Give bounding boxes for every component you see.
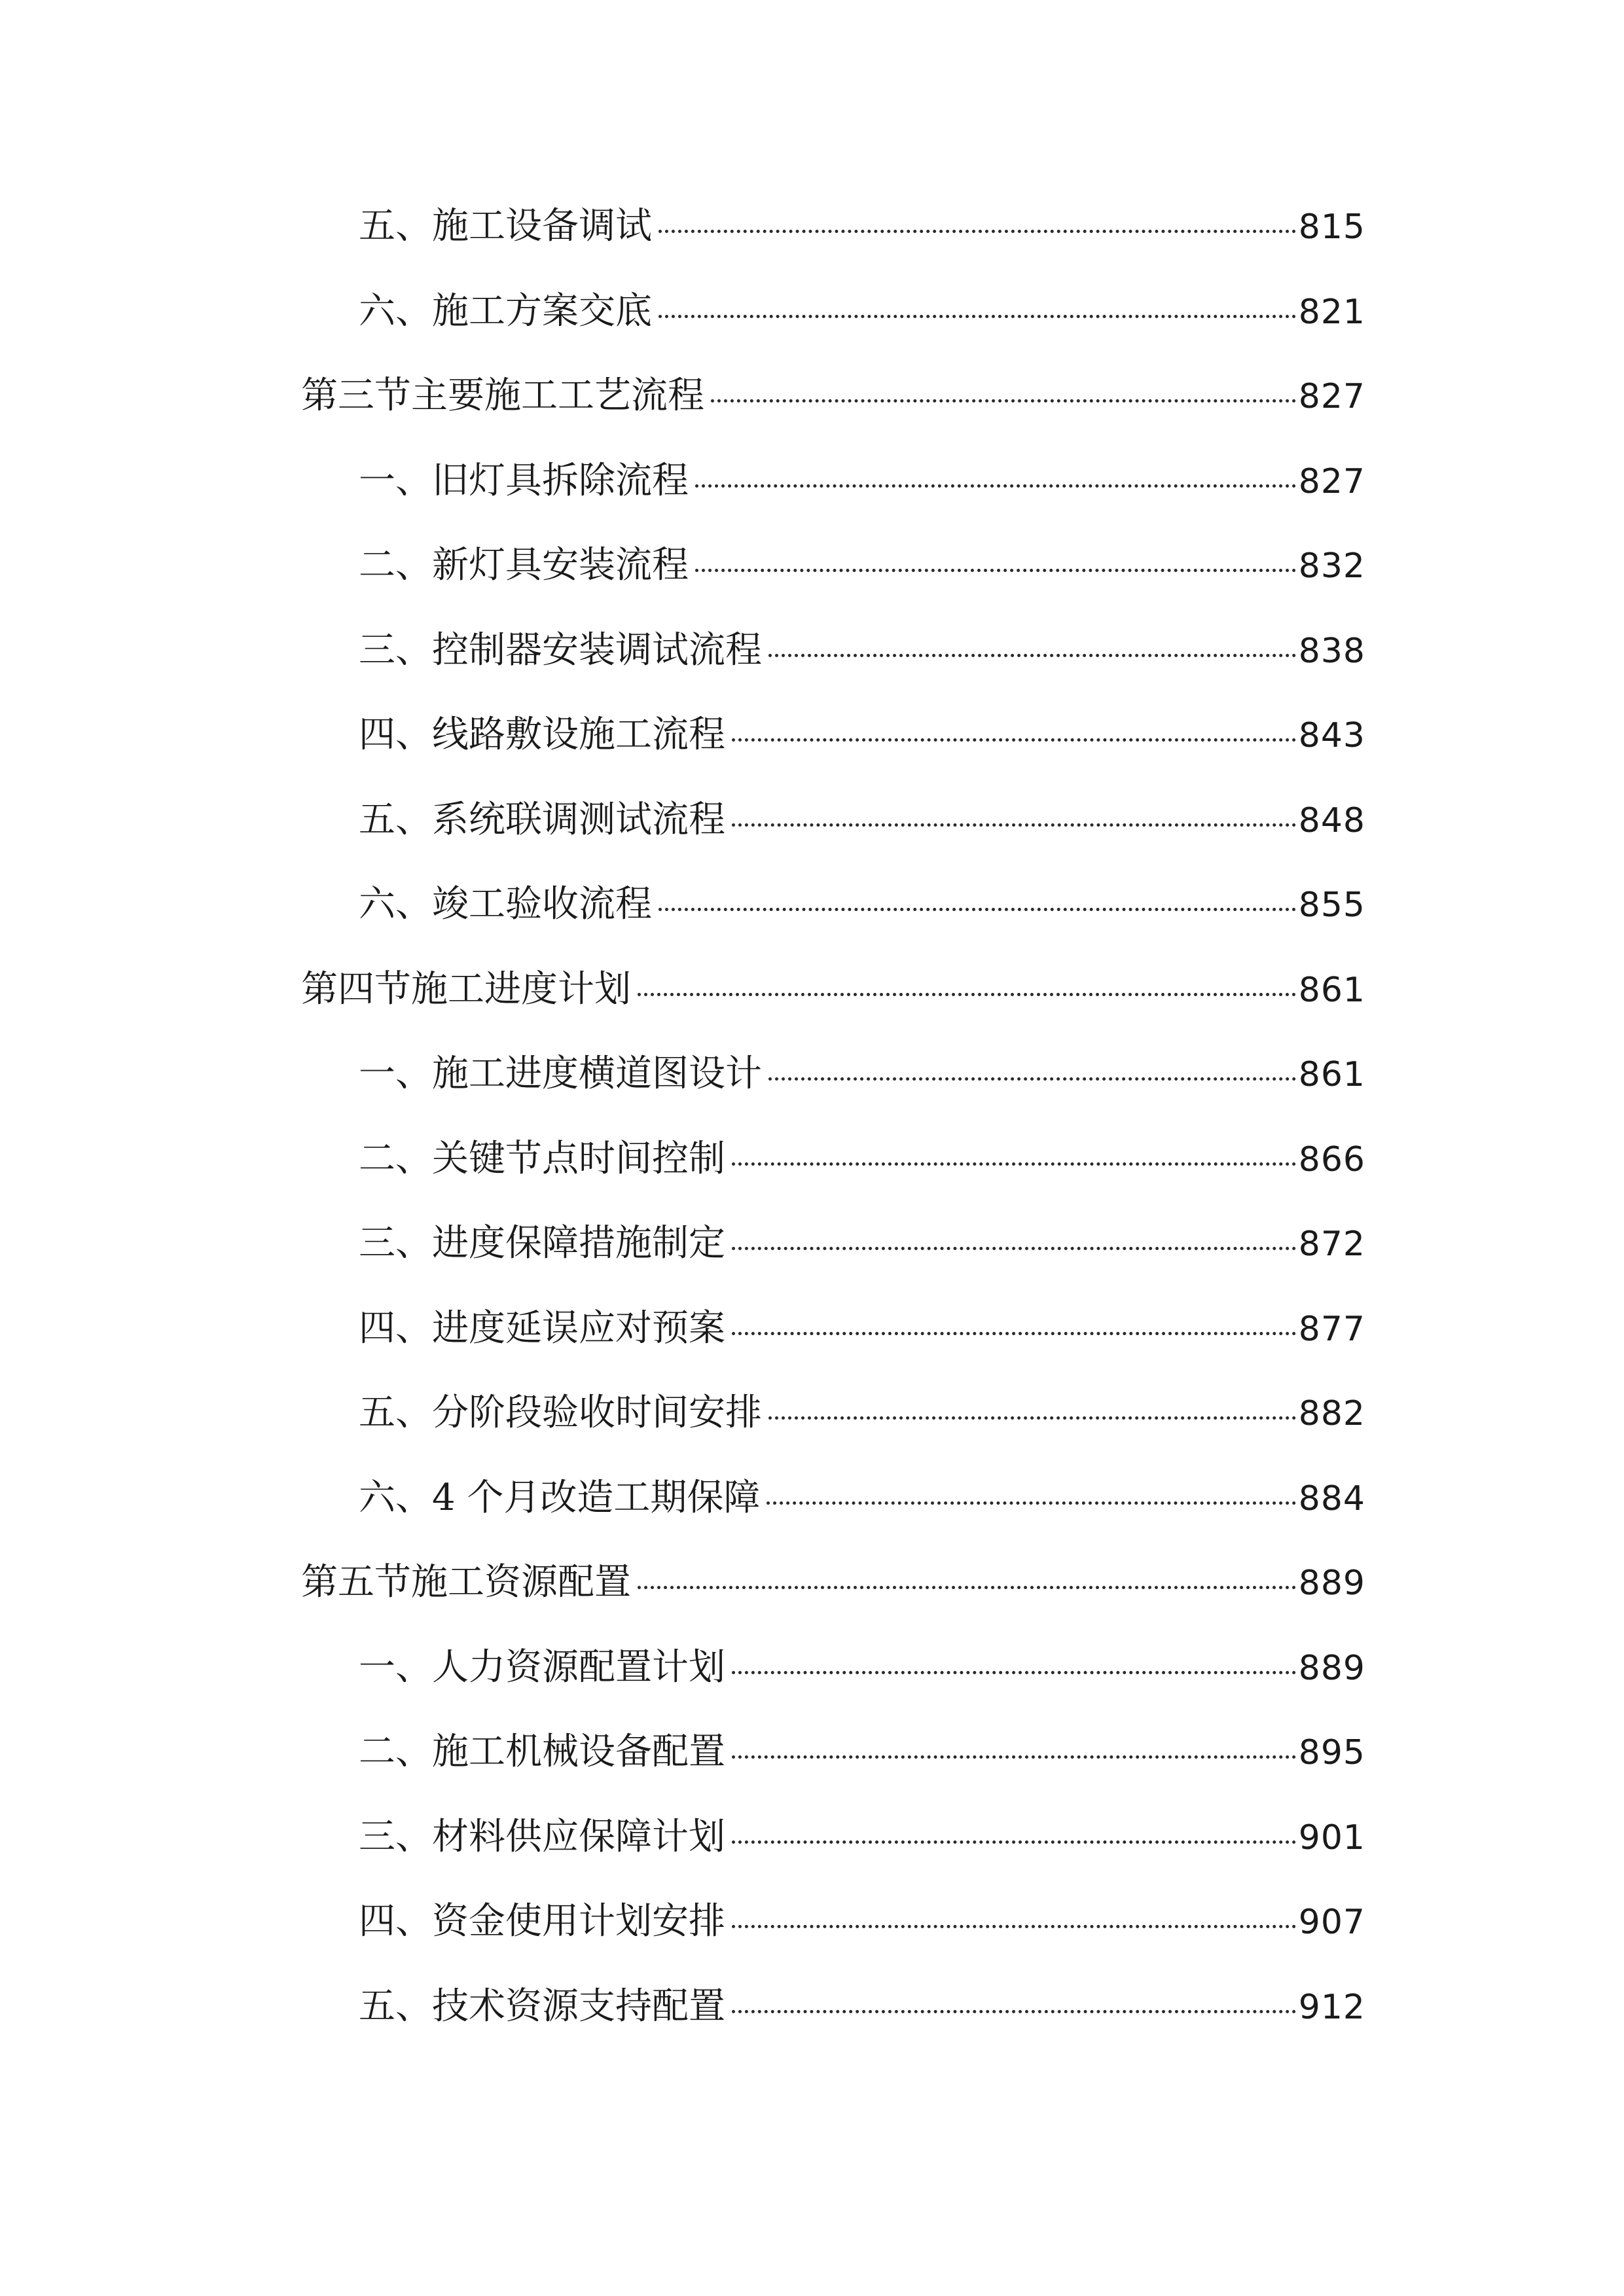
toc-entry-title: 五、施工设备调试 xyxy=(359,205,652,247)
toc-page-number: 866 xyxy=(1298,1139,1365,1179)
toc-entry[interactable] xyxy=(301,1984,1365,2073)
dot-leader xyxy=(732,1162,1296,1166)
toc-entry-title: 三、进度保障措施制定 xyxy=(359,1222,725,1265)
toc-entry-title: 三、材料供应保障计划 xyxy=(359,1815,725,1858)
toc-entry[interactable] xyxy=(301,883,1365,971)
toc-page-number: 861 xyxy=(1298,1055,1365,1094)
toc-page-number: 895 xyxy=(1298,1733,1365,1772)
toc-entry[interactable] xyxy=(301,544,1365,632)
dot-leader xyxy=(695,569,1296,572)
toc-page-number: 889 xyxy=(1298,1564,1365,1603)
toc-entry-title: 三、控制器安装调试流程 xyxy=(359,628,762,672)
toc-entry[interactable] xyxy=(301,628,1365,717)
dot-leader xyxy=(659,315,1296,318)
toc-entry[interactable] xyxy=(301,1731,1365,1819)
dot-leader xyxy=(659,230,1296,233)
toc-page-number: 872 xyxy=(1298,1225,1365,1264)
toc-page-number: 848 xyxy=(1298,800,1365,840)
toc-entry-title: 五、分阶段验收时间安排 xyxy=(359,1391,762,1434)
toc-entry-title: 六、施工方案交底 xyxy=(359,289,652,332)
dot-leader xyxy=(638,1586,1296,1589)
toc-entry[interactable] xyxy=(301,459,1365,548)
dot-leader xyxy=(768,1077,1296,1081)
toc-entry[interactable] xyxy=(301,1645,1365,1734)
toc-entry[interactable] xyxy=(301,1476,1365,1565)
toc-section-title: 第五节施工资源配置 xyxy=(301,1561,631,1604)
toc-page-number: 912 xyxy=(1298,1987,1365,2027)
toc-page-number: 815 xyxy=(1298,207,1365,247)
dot-leader xyxy=(768,654,1296,657)
toc-entry-title: 二、新灯具安装流程 xyxy=(359,544,689,586)
dot-leader xyxy=(638,993,1296,996)
toc-entry[interactable] xyxy=(301,1391,1365,1480)
toc-page-number: 884 xyxy=(1298,1479,1365,1518)
dot-leader xyxy=(732,1332,1296,1335)
toc-entry-title: 四、进度延误应对预案 xyxy=(359,1306,725,1350)
toc-page-number: 827 xyxy=(1298,461,1365,501)
toc-entry[interactable] xyxy=(301,289,1365,378)
toc-page-number: 901 xyxy=(1298,1818,1365,1857)
toc-entry[interactable] xyxy=(301,1900,1365,1988)
dot-leader xyxy=(711,399,1296,403)
toc-entry-title: 一、旧灯具拆除流程 xyxy=(359,459,689,502)
dot-leader xyxy=(767,1501,1295,1505)
toc-section-entry[interactable] xyxy=(301,967,1365,1056)
table-of-contents xyxy=(301,205,1365,2073)
toc-page-number: 882 xyxy=(1298,1394,1365,1433)
toc-entry-title: 二、关键节点时间控制 xyxy=(359,1137,725,1180)
dot-leader xyxy=(732,823,1296,827)
dot-leader xyxy=(732,738,1296,742)
toc-page-number: 827 xyxy=(1298,377,1365,416)
dot-leader xyxy=(732,2010,1296,2013)
toc-entry-title: 一、施工进度横道图设计 xyxy=(359,1052,762,1095)
toc-entry-title: 二、施工机械设备配置 xyxy=(359,1731,725,1773)
dot-leader xyxy=(695,484,1296,488)
toc-entry-title: 六、竣工验收流程 xyxy=(359,883,652,925)
toc-page-number: 843 xyxy=(1298,716,1365,755)
toc-page-number: 889 xyxy=(1298,1648,1365,1688)
toc-section-title: 第三节主要施工工艺流程 xyxy=(301,374,704,417)
toc-page-number: 821 xyxy=(1298,292,1365,332)
toc-entry-title: 四、线路敷设施工流程 xyxy=(359,713,725,756)
toc-entry-title: 五、系统联调测试流程 xyxy=(359,798,725,841)
toc-entry-title: 一、人力资源配置计划 xyxy=(359,1645,725,1689)
toc-page-number: 861 xyxy=(1298,970,1365,1010)
toc-page-number: 877 xyxy=(1298,1309,1365,1349)
toc-entry[interactable] xyxy=(301,798,1365,887)
toc-entry-title: 五、技术资源支持配置 xyxy=(359,1984,725,2028)
toc-entry[interactable] xyxy=(301,713,1365,802)
toc-entry[interactable] xyxy=(301,1052,1365,1141)
toc-page-number: 832 xyxy=(1298,547,1365,586)
toc-entry[interactable] xyxy=(301,1306,1365,1395)
toc-section-entry[interactable] xyxy=(301,374,1365,463)
toc-page-number: 907 xyxy=(1298,1903,1365,1942)
dot-leader xyxy=(732,1755,1296,1759)
dot-leader xyxy=(768,1416,1296,1420)
toc-section-entry[interactable] xyxy=(301,1561,1365,1649)
toc-section-title: 第四节施工进度计划 xyxy=(301,967,631,1011)
toc-entry-title: 四、资金使用计划安排 xyxy=(359,1900,725,1943)
toc-entry[interactable] xyxy=(301,1815,1365,1904)
toc-page-number: 838 xyxy=(1298,631,1365,671)
dot-leader xyxy=(659,908,1296,911)
dot-leader xyxy=(732,1840,1296,1844)
dot-leader xyxy=(732,1671,1296,1674)
toc-entry[interactable] xyxy=(301,1137,1365,1226)
toc-entry[interactable] xyxy=(301,1222,1365,1310)
dot-leader xyxy=(732,1247,1296,1250)
dot-leader xyxy=(732,1925,1296,1928)
toc-page-number: 855 xyxy=(1298,886,1365,925)
toc-entry-title: 六、4 个月改造工期保障 xyxy=(359,1476,761,1519)
toc-entry[interactable] xyxy=(301,205,1365,293)
